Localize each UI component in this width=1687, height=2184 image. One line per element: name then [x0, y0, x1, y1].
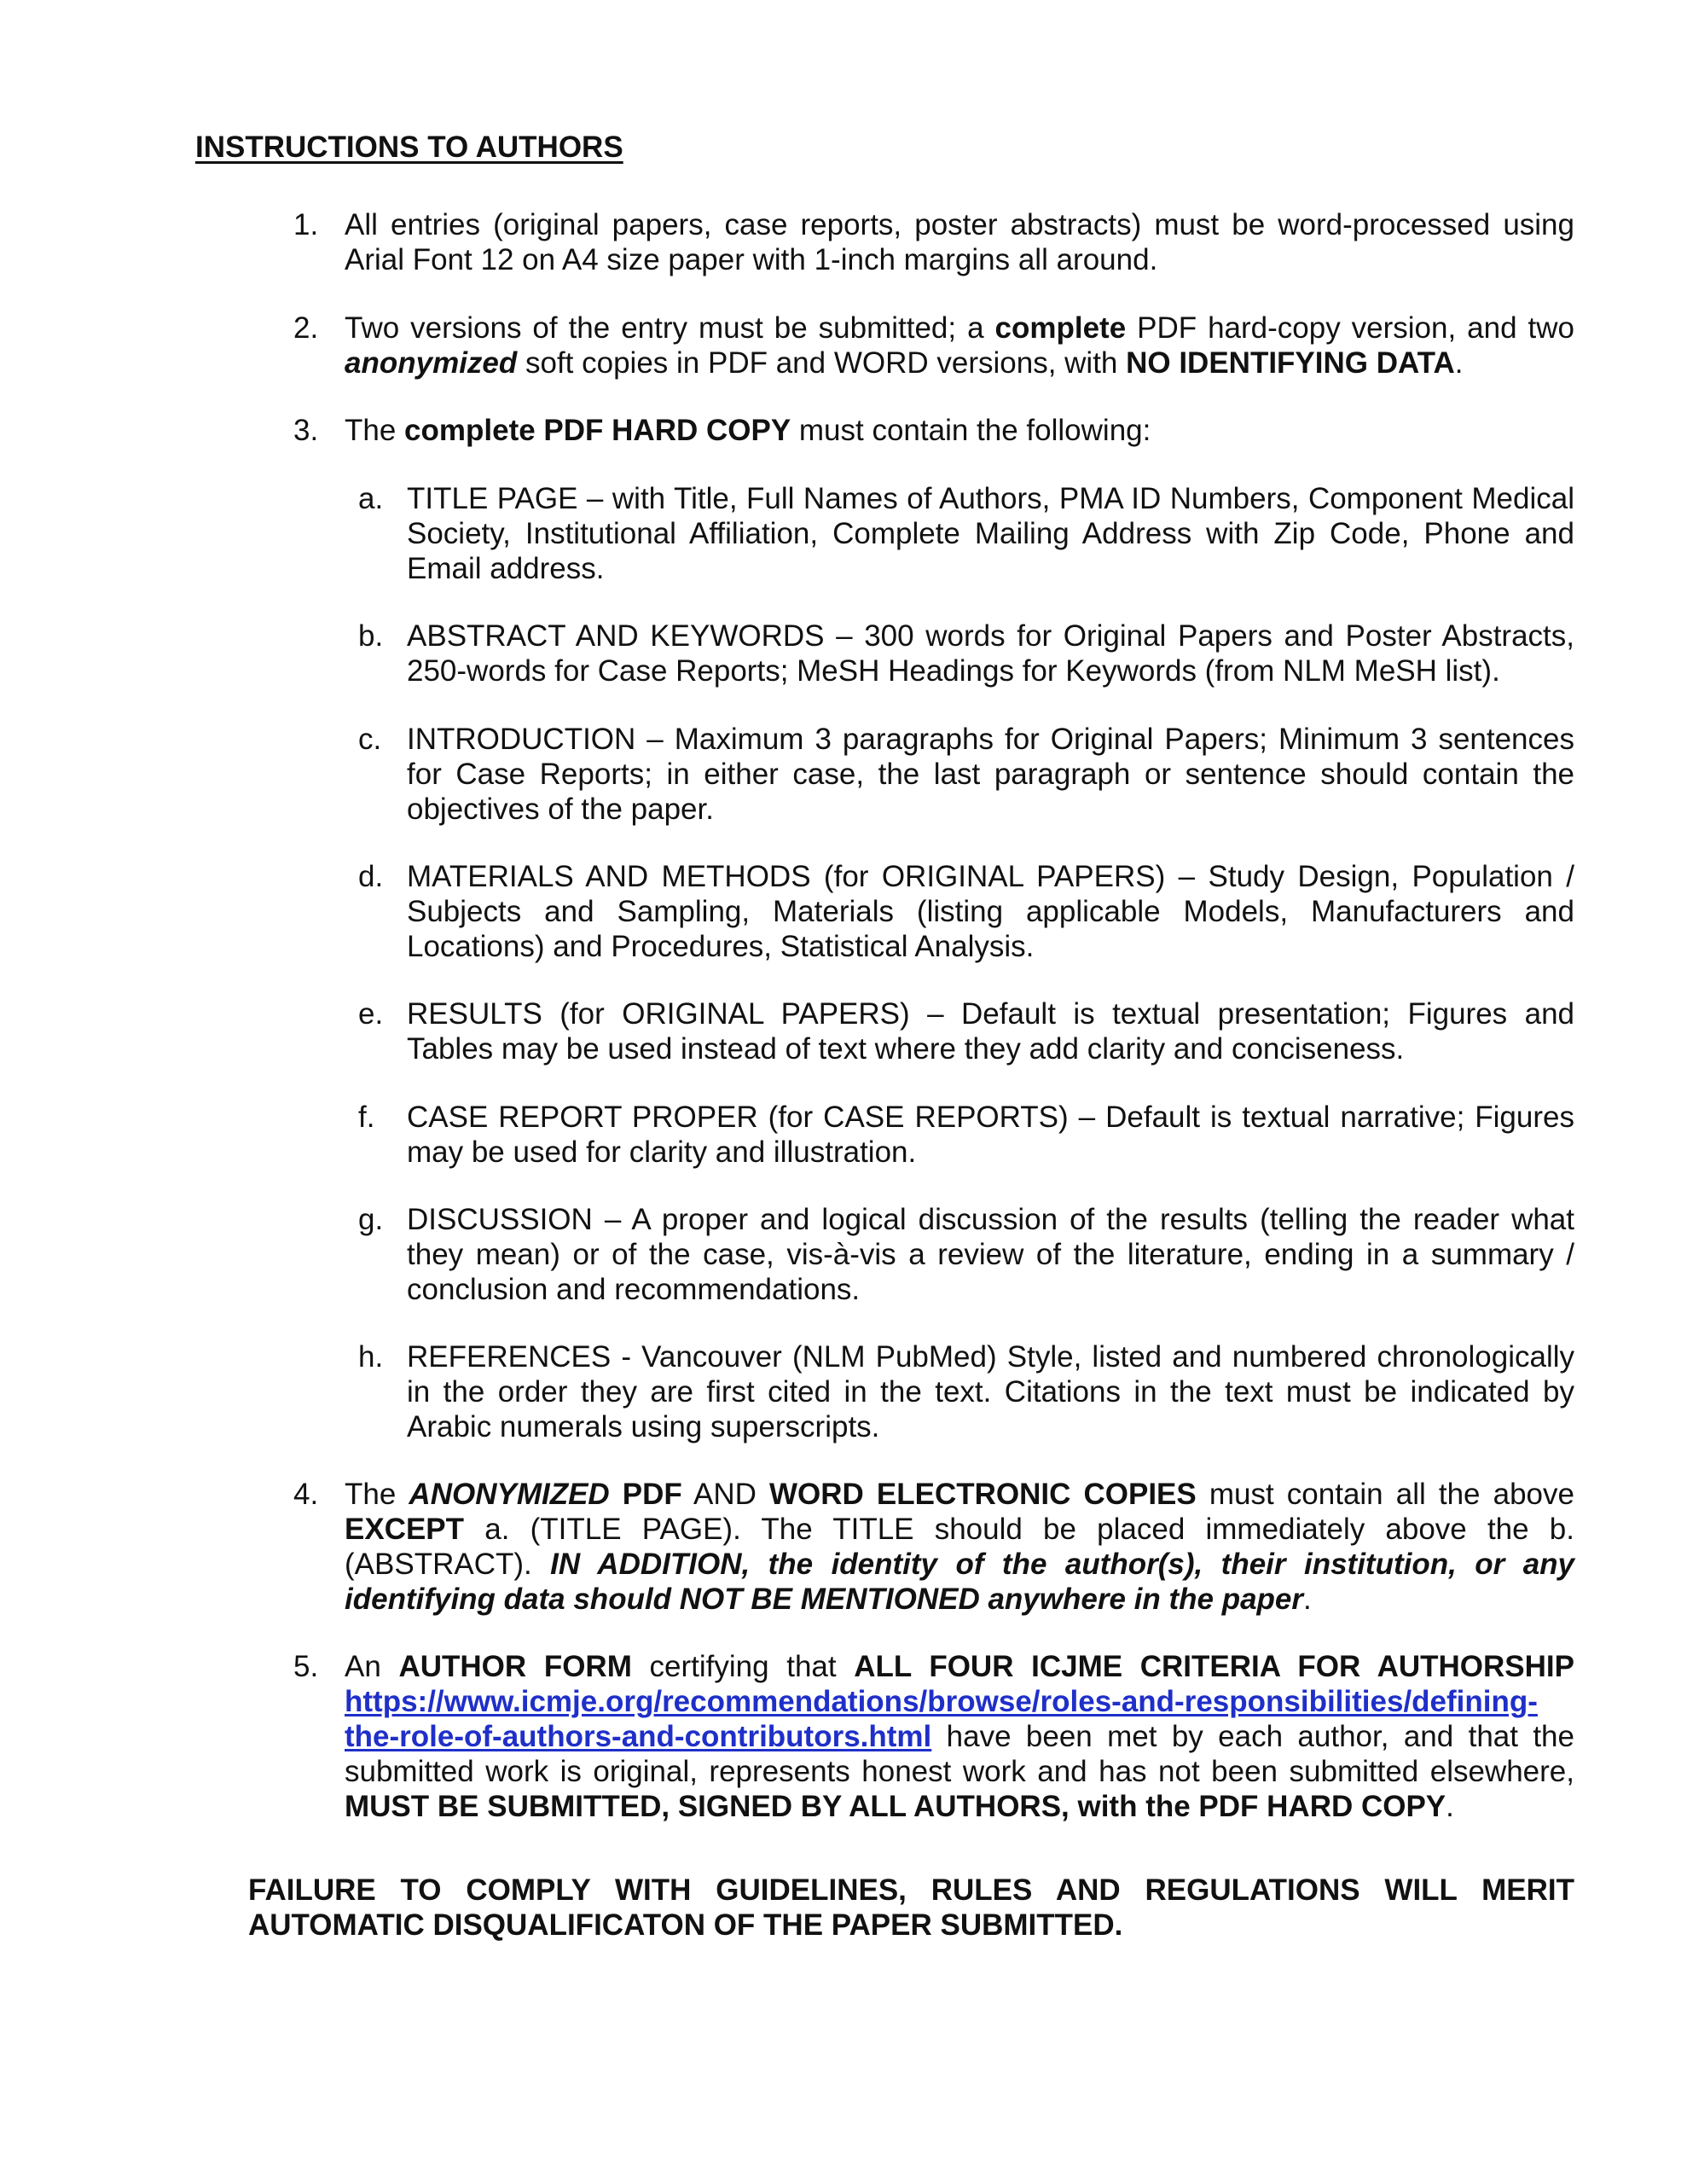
icmje-authorship-link[interactable]: https://www.icmje.org/recommendations/browse/roles-and-responsibilities/defining-the-role-of-authors-and-contributors.html: [345, 1685, 1538, 1753]
disqualification-warning: FAILURE TO COMPLY WITH GUIDELINES, RULES AND REGULATIONS WILL MERIT AUTOMATIC DISQUALIFICATON OF THE PAPER SUBMITTED.: [248, 1873, 1574, 1942]
instruction-item-2: Two versions of the entry must be submitted; a complete PDF hard-copy version, and two anonymized soft copies in PDF and WORD versions, with NO IDENTIFYING DATA.: [345, 311, 1574, 380]
instruction-item-1: All entries (original papers, case reports, poster abstracts) must be word-processed using Arial Font 12 on A4 size paper with 1-inch margins all around.: [345, 208, 1574, 276]
sub-item-letter-h: h.: [358, 1340, 384, 1374]
item-number-3: 3.: [293, 414, 319, 447]
item-number-1: 1.: [293, 208, 319, 241]
sub-item-case-report: CASE REPORT PROPER (for CASE REPORTS) – Default is textual narrative; Figures may be used for clarity and illustration.: [407, 1101, 1574, 1169]
sub-item-letter-c: c.: [358, 723, 382, 756]
item-number-2: 2.: [293, 311, 319, 345]
sub-item-letter-d: d.: [358, 860, 384, 893]
item-number-5: 5.: [293, 1650, 319, 1683]
instruction-item-4: The ANONYMIZED PDF AND WORD ELECTRONIC COPIES must contain all the above EXCEPT a. (TITLE PAGE). The TITLE should be placed immediately above the b. (ABSTRACT). IN ADDITION, the identity of the author(s), their institution, or any identifying data should NOT BE MENTIONED anywhere in the paper.: [345, 1478, 1575, 1616]
sub-item-discussion: DISCUSSION – A proper and logical discussion of the results (telling the reader what they mean) or of the case, vis-à-vis a review of the literature, ending in a summary / conclusion and recommendations.: [407, 1203, 1574, 1306]
sub-item-letter-b: b.: [358, 619, 384, 653]
sub-item-introduction: INTRODUCTION – Maximum 3 paragraphs for Original Papers; Minimum 3 sentences for Case Reports; in either case, the last paragraph or sentence should contain the objectives of the paper.: [407, 723, 1574, 826]
sub-item-letter-f: f.: [358, 1101, 375, 1134]
sub-item-letter-a: a.: [358, 482, 384, 515]
item-number-4: 4.: [293, 1478, 319, 1511]
sub-item-references: REFERENCES - Vancouver (NLM PubMed) Style, listed and numbered chronologically in the order they are first cited in the text. Citations in the text must be indicated by Arabic numerals using superscripts.: [407, 1340, 1574, 1443]
sub-item-abstract: ABSTRACT AND KEYWORDS – 300 words for Original Papers and Poster Abstracts, 250-words for Case Reports; MeSH Headings for Keywords (from NLM MeSH list).: [407, 619, 1574, 688]
page-title: INSTRUCTIONS TO AUTHORS: [195, 131, 623, 164]
sub-item-letter-e: e.: [358, 997, 384, 1031]
sub-item-materials-methods: MATERIALS AND METHODS (for ORIGINAL PAPERS) – Study Design, Population / Subjects and Sampling, Materials (listing applicable Models, Manufacturers and Locations) and Procedures, Statistical Analysis.: [407, 860, 1574, 963]
instruction-item-5: An AUTHOR FORM certifying that ALL FOUR ICJME CRITERIA FOR AUTHORSHIP https://www.icmje.org/recommendations/browse/roles-and-responsibilities/defining-the-role-of-authors-and-contributors.html have been met by each author, and that the submitted work is original, represents honest work and has not been submitted elsewhere, MUST BE SUBMITTED, SIGNED BY ALL AUTHORS, with the PDF HARD COPY.: [345, 1650, 1574, 1823]
sub-item-results: RESULTS (for ORIGINAL PAPERS) – Default is textual presentation; Figures and Tables may be used instead of text where they add clarity and conciseness.: [407, 997, 1574, 1066]
sub-item-letter-g: g.: [358, 1203, 384, 1236]
instruction-item-3: The complete PDF HARD COPY must contain the following:: [345, 414, 1151, 447]
sub-item-title-page: TITLE PAGE – with Title, Full Names of Authors, PMA ID Numbers, Component Medical Society, Institutional Affiliation, Complete Mailing Address with Zip Code, Phone and Email address.: [407, 482, 1574, 585]
